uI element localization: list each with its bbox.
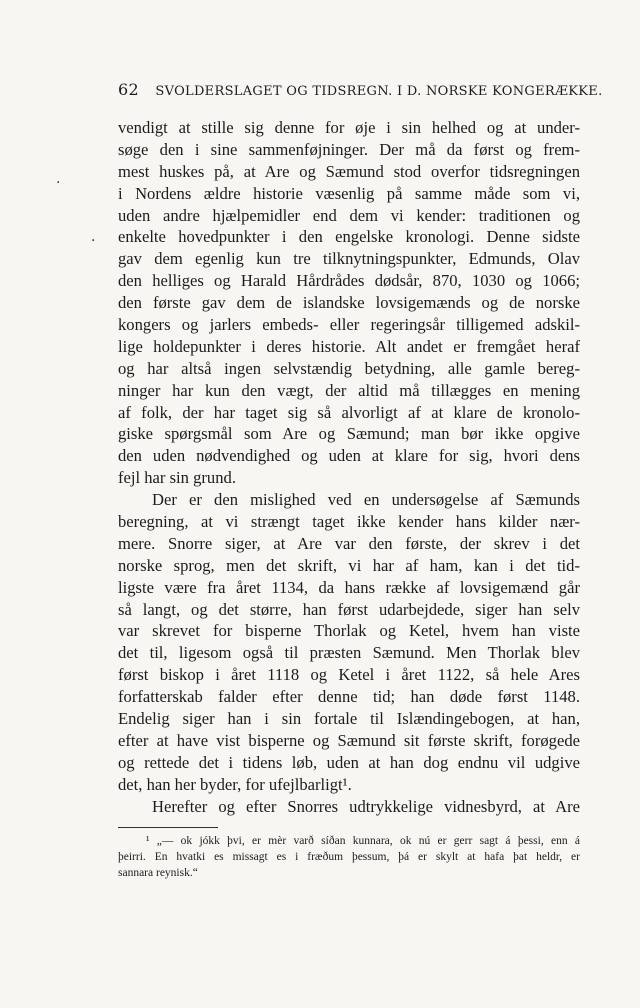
text-line: først biskop i året 1118 og Ketel i året 1122, så hele Ares — [118, 665, 580, 685]
footnote-divider — [118, 827, 218, 828]
footnote-line: sannara reynisk.“ — [118, 867, 198, 879]
text-line: det til, ligesom også til præsten Sæmund. Men Thorlak blev — [118, 643, 580, 663]
margin-dot: · — [91, 233, 96, 249]
text-line: var skrevet for bisperne Thorlak og Ketel, hvem han viste — [118, 621, 580, 641]
text-line: efter at have vist bisperne og Sæmund sit første skrift, forøgede — [118, 730, 580, 750]
text-line: kongers og jarlers embeds- eller regeringsår tilligemed adskil- — [118, 315, 580, 335]
text-line: mere. Snorre siger, at Are var den første, der skrev i det — [118, 533, 580, 553]
text-line: gav dem egenlig kun tre tilknytningspunkter, Edmunds, Olav — [118, 249, 580, 269]
text-line: vendigt at stille sig denne for øje i sin helhed og at under- — [118, 118, 580, 137]
text-line: ligste være fra året 1134, da hans række af lovsigemænd går — [118, 577, 580, 597]
text-line: beregning, at vi strængt taget ikke kender hans kilder nær- — [118, 512, 580, 532]
text-line: og har altså ingen selvstændig betydning, alle gamle bereg- — [118, 358, 580, 378]
text-line: det, han her byder, for ufejlbarligt¹. — [118, 774, 352, 794]
text-line: norske sprog, men det skrift, vi har af ham, kan i det tid- — [118, 555, 580, 575]
text-line: den uden nødvendighed og uden at klare for sig, hvori dens — [118, 446, 580, 466]
text-line: lige holdepunkter i deres historie. Alt andet er fremgået heraf — [118, 336, 580, 356]
page-number: 62 — [118, 80, 139, 99]
text-line: så langt, og det større, han først udarbejdede, siger han selv — [118, 599, 580, 619]
text-line: mest huskes på, at Are og Sæmund stod overfor tidsregningen — [118, 161, 580, 181]
text-line: uden andre hjælpemidler end dem vi kender: traditionen og — [118, 205, 580, 225]
text-line: søge den i sine sammenføjninger. Der må da først og frem- — [118, 139, 580, 159]
main-text — [118, 117, 580, 818]
paragraph-1 — [118, 117, 580, 489]
text-line: Herefter og efter Snorres udtrykkelige vidnesbyrd, at Are — [152, 796, 580, 816]
paragraph-3 — [118, 796, 580, 818]
text-line: Endelig siger han i sin fortale til Islændingebogen, at han, — [118, 709, 580, 729]
running-title: SVOLDERSLAGET OG TIDSREGN. I D. NORSKE KONGERÆKKE. — [155, 84, 603, 99]
paragraph-2 — [118, 489, 580, 795]
text-line: giske spørgsmål som Are og Sæmund; man bør ikke opgive — [118, 424, 580, 444]
footnote — [118, 833, 580, 881]
text-line: forfatterskab falder efter denne tid; han døde først 1148. — [118, 687, 580, 707]
text-line: den første gav dem de islandske lovsigemænds og de norske — [118, 293, 580, 313]
text-line: i Nordens ældre historie væsenlig på samme måde som vi, — [118, 183, 580, 203]
text-line: den helliges og Harald Hårdrådes dødsår, 870, 1030 og 1066; — [118, 271, 580, 291]
footnote-line: ¹ „— ok jókk þvi, er mèr varð síðan kunnara, ok nú er gerr sagt á þessi, enn á — [146, 835, 580, 847]
margin-dot: · — [56, 175, 61, 191]
text-line: og rettede det i tidens løb, uden at han dog endnu vil udgive — [118, 752, 580, 772]
footnote-line: þeirri. En hvatki es missagt es i fræðum þessum, þá er skylt at hafa þat heldr, er — [118, 851, 580, 863]
running-header — [118, 80, 603, 99]
text-line: enkelte hovedpunkter i den engelske kronologi. Denne sidste — [118, 227, 580, 247]
text-line: af folk, der har taget sig så alvorligt af at klare de kronolo- — [118, 402, 580, 422]
text-line: fejl har sin grund. — [118, 468, 236, 488]
text-line: Der er den mislighed ved en undersøgelse af Sæmunds — [152, 490, 580, 510]
text-line: ninger har kun den vægt, der altid må tillægges en mening — [118, 380, 580, 400]
